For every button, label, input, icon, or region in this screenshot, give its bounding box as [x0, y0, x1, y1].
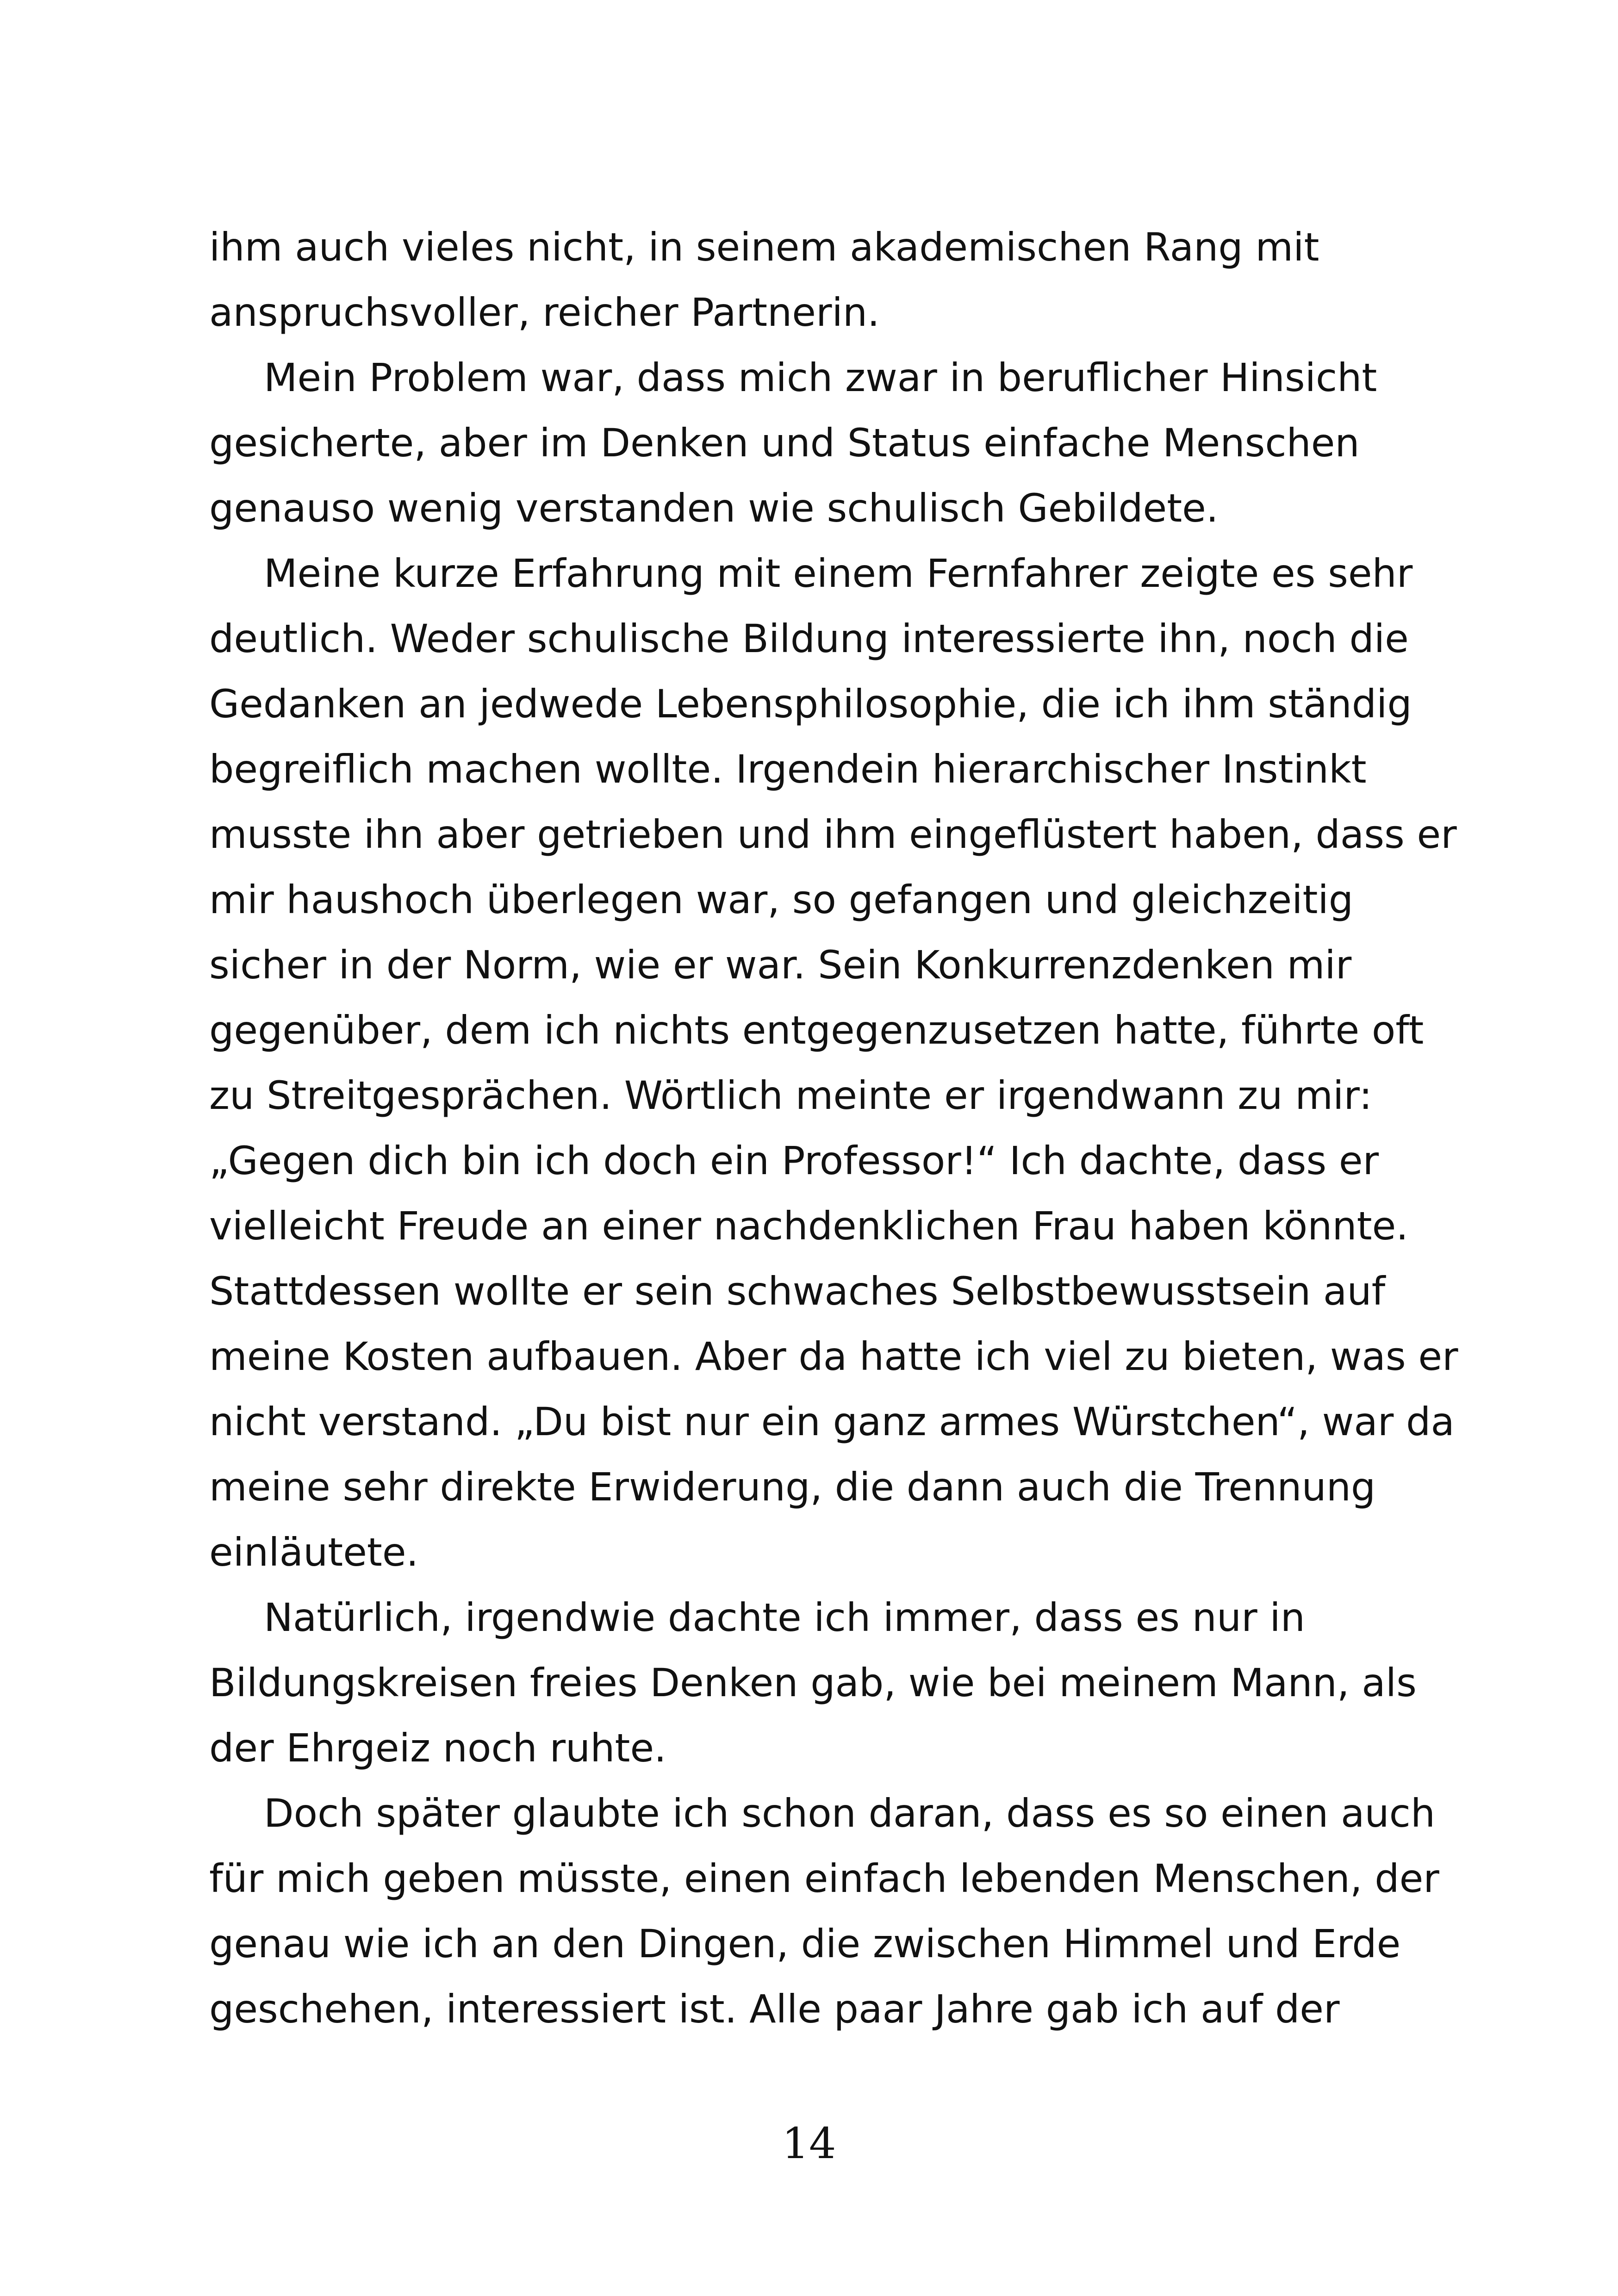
text-line: genauso wenig verstanden wie schulisch Gebildete. — [209, 485, 1219, 531]
text-line: begreiflich machen wollte. Irgendein hierarchischer Instinkt — [209, 747, 1367, 792]
paragraph — [209, 1781, 1439, 2042]
text-line: Meine kurze Erfahrung mit einem Fernfahrer zeigte es sehr — [264, 551, 1413, 596]
text-line: gegenüber, dem ich nichts entgegenzusetzen hatte, führte oft — [209, 1008, 1424, 1053]
body-text — [209, 215, 1458, 2042]
text-line: Natürlich, irgendwie dachte ich immer, dass es nur in — [264, 1595, 1305, 1640]
text-line: für mich geben müsste, einen einfach lebenden Menschen, der — [209, 1856, 1439, 1901]
paragraph — [209, 345, 1422, 541]
paragraph — [209, 215, 1422, 345]
text-line: genau wie ich an den Dingen, die zwischen Himmel und Erde — [209, 1921, 1401, 1966]
paragraph — [209, 1585, 1422, 1781]
text-line: der Ehrgeiz noch ruhte. — [209, 1725, 666, 1771]
text-line: vielleicht Freude an einer nachdenklichen Frau haben könnte. — [209, 1203, 1408, 1249]
text-line: nicht verstand. „Du bist nur ein ganz armes Würstchen“, war da — [209, 1399, 1455, 1444]
text-line: geschehen, interessiert ist. Alle paar Jahre gab ich auf der — [209, 1986, 1340, 2032]
text-line: deutlich. Weder schulische Bildung interessierte ihn, noch die — [209, 616, 1409, 661]
text-line: anspruchsvoller, reicher Partnerin. — [209, 290, 880, 335]
text-line: musste ihn aber getrieben und ihm eingeflüstert haben, dass er — [209, 812, 1457, 857]
text-line: zu Streitgesprächen. Wörtlich meinte er irgendwann zu mir: — [209, 1073, 1372, 1118]
text-line: Doch später glaubte ich schon daran, dass es so einen auch — [264, 1791, 1436, 1836]
text-line: ihm auch vieles nicht, in seinem akademischen Rang mit — [209, 224, 1319, 270]
text-line: Mein Problem war, dass mich zwar in beruflicher Hinsicht — [264, 355, 1377, 400]
text-line: „Gegen dich bin ich doch ein Professor!“ Ich dachte, dass er — [209, 1138, 1379, 1183]
paragraph — [209, 541, 1458, 1585]
text-line: Gedanken an jedwede Lebensphilosophie, die ich ihm ständig — [209, 681, 1412, 727]
text-line: mir haushoch überlegen war, so gefangen und gleichzeitig — [209, 877, 1354, 922]
text-line: meine sehr direkte Erwiderung, die dann auch die Trennung — [209, 1464, 1376, 1510]
text-line: Bildungskreisen freies Denken gab, wie bei meinem Mann, als — [209, 1660, 1417, 1705]
text-line: meine Kosten aufbauen. Aber da hatte ich viel zu bieten, was er — [209, 1334, 1458, 1379]
text-line: gesicherte, aber im Denken und Status einfache Menschen — [209, 420, 1360, 466]
text-line: sicher in der Norm, wie er war. Sein Konkurrenzdenken mir — [209, 942, 1352, 988]
page-number: 14 — [782, 2119, 836, 2168]
text-line: einläutete. — [209, 1530, 419, 1575]
text-line: Stattdessen wollte er sein schwaches Selbstbewusstsein auf — [209, 1269, 1386, 1314]
